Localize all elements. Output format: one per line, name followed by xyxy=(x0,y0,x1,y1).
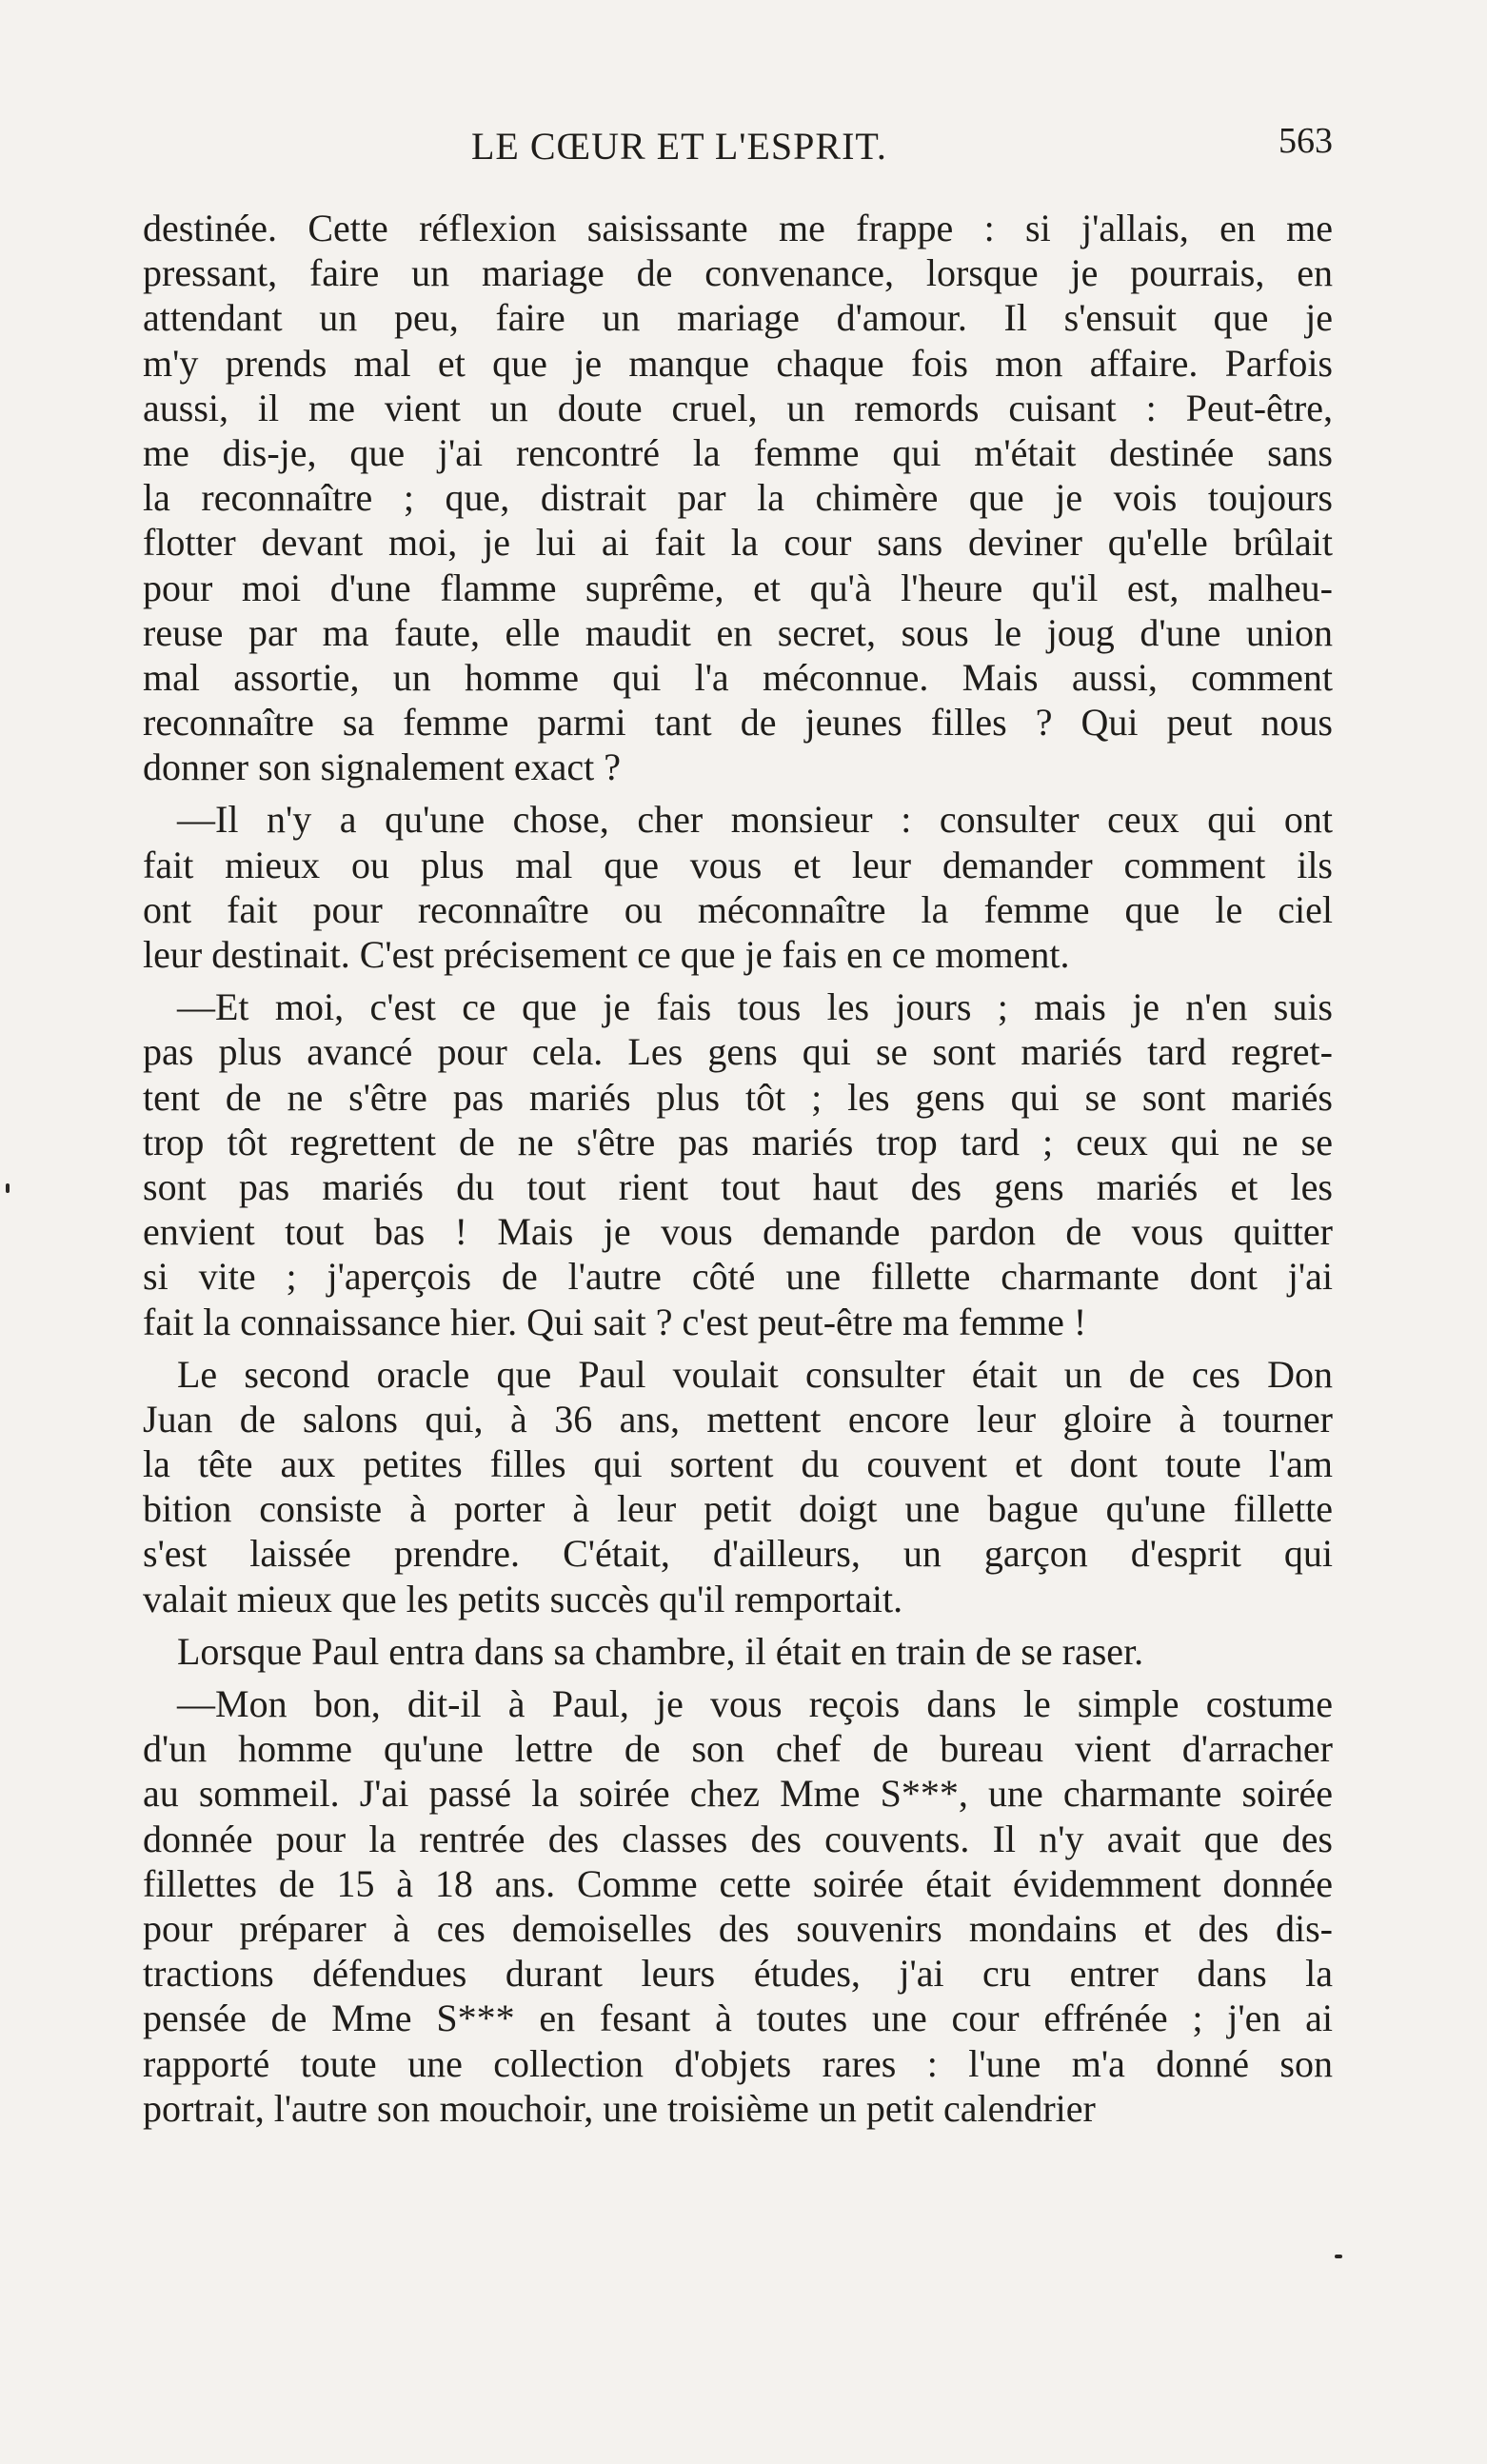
page-number: 563 xyxy=(1279,121,1333,161)
paragraph-gap xyxy=(143,1674,1333,1681)
ink-speck xyxy=(1335,2255,1342,2258)
text-line: tractions défendues durant leurs études, j'ai cru entrer dans la xyxy=(143,1952,1333,1996)
text-line: la tête aux petites filles qui sortent du couvent et dont toute l'am xyxy=(143,1442,1333,1486)
text-line: bition consiste à porter à leur petit doigt une bague qu'une fillette xyxy=(143,1487,1333,1531)
text-line: pensée de Mme S*** en fesant à toutes une cour effrénée ; j'en ai xyxy=(143,1997,1333,2040)
paragraph xyxy=(143,1352,1333,1621)
text-line: fait mieux ou plus mal que vous et leur demander comment ils xyxy=(143,843,1333,886)
text-line: trop tôt regrettent de ne s'être pas mariés trop tard ; ceux qui ne se xyxy=(143,1120,1333,1163)
text-line: mal assortie, un homme qui l'a méconnue. Mais aussi, comment xyxy=(143,655,1333,699)
text-line: Le second oracle que Paul voulait consulter était un de ces Don xyxy=(177,1352,1333,1396)
paragraph xyxy=(143,1681,1333,2131)
paragraph xyxy=(143,797,1333,977)
text-line: la reconnaître ; que, distrait par la chimère que je vois toujours xyxy=(143,476,1333,520)
text-line: aussi, il me vient un doute cruel, un remords cuisant : Peut-être, xyxy=(143,386,1333,429)
text-line: donnée pour la rentrée des classes des couvents. Il n'y avait que des xyxy=(143,1817,1333,1860)
text-line: pour moi d'une flamme suprême, et qu'à l'heure qu'il est, malheu- xyxy=(143,566,1333,609)
text-line: attendant un peu, faire un mariage d'amour. Il s'ensuit que je xyxy=(143,296,1333,340)
text-line: leur destinait. C'est précisement ce que je fais en ce moment. xyxy=(143,933,1070,976)
ink-speck xyxy=(6,1183,10,1193)
text-line: s'est laissée prendre. C'était, d'ailleurs, un garçon d'esprit qui xyxy=(143,1532,1333,1576)
text-line: envient tout bas ! Mais je vous demande pardon de vous quitter xyxy=(143,1210,1333,1254)
text-line: pour préparer à ces demoiselles des souvenirs mondains et des dis- xyxy=(143,1906,1333,1950)
text-line: —Et moi, c'est ce que je fais tous les jours ; mais je n'en suis xyxy=(177,985,1333,1029)
paragraph xyxy=(143,1629,1333,1674)
page-header xyxy=(143,121,1333,181)
text-line: pas plus avancé pour cela. Les gens qui se sont mariés tard regret- xyxy=(143,1030,1333,1074)
text-line: tent de ne s'être pas mariés plus tôt ; les gens qui se sont mariés xyxy=(143,1075,1333,1119)
text-line: fillettes de 15 à 18 ans. Comme cette soirée était évidemment donnée xyxy=(143,1861,1333,1905)
text-line: m'y prends mal et que je manque chaque fois mon affaire. Parfois xyxy=(143,341,1333,385)
paragraph xyxy=(143,206,1333,789)
paragraph xyxy=(143,984,1333,1344)
paragraph-gap xyxy=(143,1621,1333,1629)
paragraph-gap xyxy=(143,977,1333,984)
text-line: —Il n'y a qu'une chose, cher monsieur : consulter ceux qui ont xyxy=(177,798,1333,842)
running-title: LE CŒUR ET L'ESPRIT. xyxy=(471,125,887,168)
text-line: me dis-je, que j'ai rencontré la femme qui m'était destinée sans xyxy=(143,430,1333,474)
paragraph-gap xyxy=(143,1344,1333,1352)
text-line: reuse par ma faute, elle maudit en secret, sous le joug d'une union xyxy=(143,610,1333,654)
text-line: si vite ; j'aperçois de l'autre côté une fillette charmante dont j'ai xyxy=(143,1255,1333,1299)
text-line: portrait, l'autre son mouchoir, une troisième un petit calendrier xyxy=(143,2086,1096,2130)
text-line: donner son signalement exact ? xyxy=(143,745,622,789)
body-text xyxy=(143,206,1333,2131)
text-line: Juan de salons qui, à 36 ans, mettent encore leur gloire à tourner xyxy=(143,1397,1333,1441)
paragraph-gap xyxy=(143,789,1333,797)
text-line: fait la connaissance hier. Qui sait ? c'est peut-être ma femme ! xyxy=(143,1300,1087,1343)
text-line: reconnaître sa femme parmi tant de jeunes filles ? Qui peut nous xyxy=(143,701,1333,745)
text-line: —Mon bon, dit-il à Paul, je vous reçois dans le simple costume xyxy=(177,1682,1333,1725)
text-line: pressant, faire un mariage de convenance, lorsque je pourrais, en xyxy=(143,251,1333,295)
text-line: au sommeil. J'ai passé la soirée chez Mme S***, une charmante soirée xyxy=(143,1772,1333,1816)
text-line: valait mieux que les petits succès qu'il remportait. xyxy=(143,1577,903,1620)
text-line: sont pas mariés du tout rient tout haut des gens mariés et les xyxy=(143,1164,1333,1208)
text-line: destinée. Cette réflexion saisissante me frappe : si j'allais, en me xyxy=(143,207,1333,249)
text-line: d'un homme qu'une lettre de son chef de bureau vient d'arracher xyxy=(143,1727,1333,1771)
text-line: rapporté toute une collection d'objets rares : l'une m'a donné son xyxy=(143,2041,1333,2085)
text-line: Lorsque Paul entra dans sa chambre, il était en train de se raser. xyxy=(177,1629,1144,1673)
text-line: flotter devant moi, je lui ai fait la cour sans deviner qu'elle brûlait xyxy=(143,521,1333,565)
text-line: ont fait pour reconnaître ou méconnaître la femme que le ciel xyxy=(143,887,1333,931)
